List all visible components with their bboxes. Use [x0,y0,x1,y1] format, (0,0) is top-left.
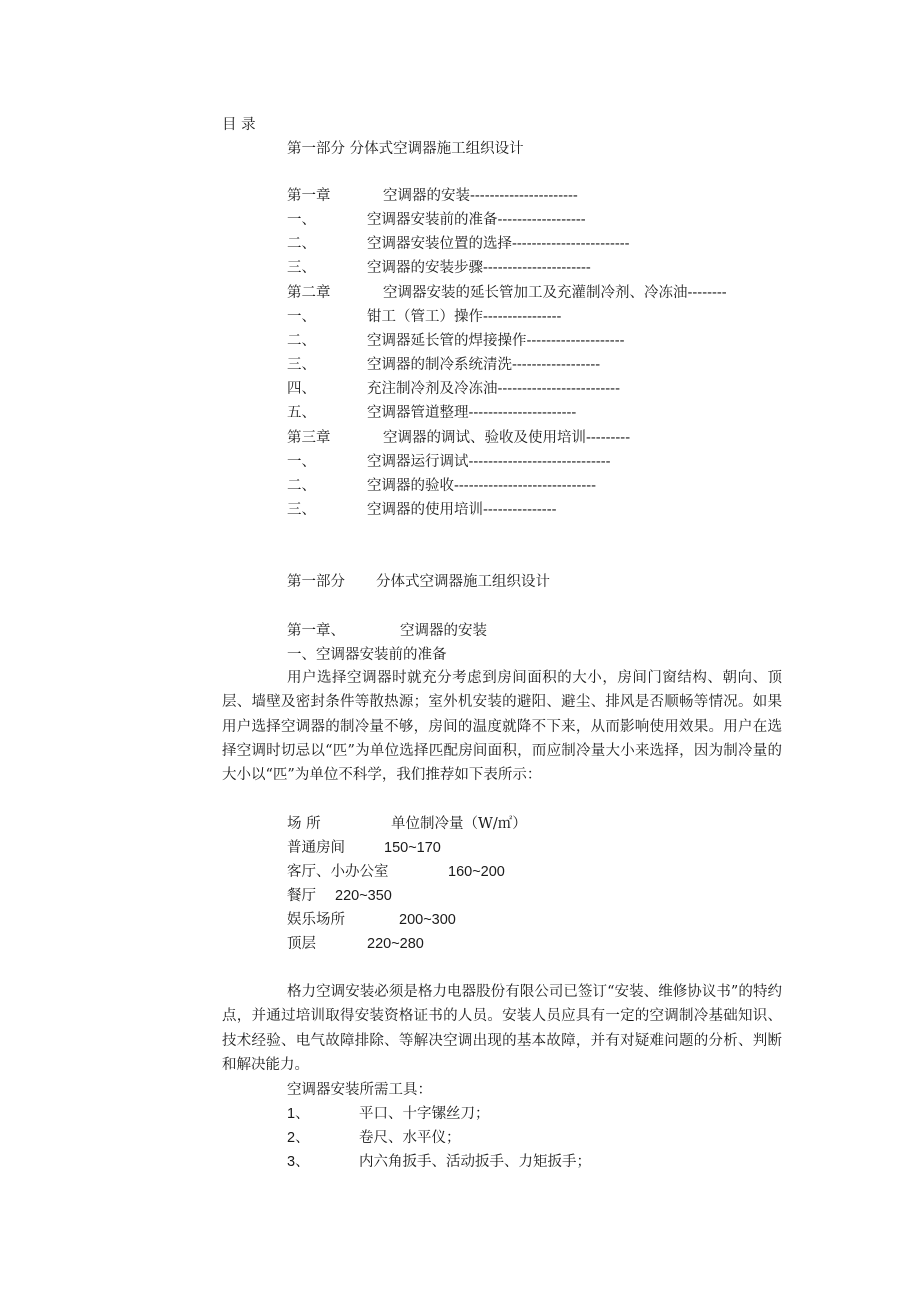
toc-item-num: 三、 [287,502,316,518]
toc-item-num: 三、 [287,260,316,276]
tools-title: 空调器安装所需工具： [287,1082,432,1098]
part-title: 分体式空调器施工组织设计 [376,574,550,590]
tool-text: 平口、十字镙丝刀； [359,1106,490,1122]
table-header-value: 单位制冷量（W/㎡） [391,816,527,832]
toc-item-text: 空调器的安装步骤---------------------- [367,260,591,276]
section-title: 一、空调器安装前的准备 [287,647,447,663]
tool-text: 卷尺、水平仪； [359,1130,461,1146]
toc-item-text: 空调器的制冷系统清洗------------------ [367,357,601,373]
tool-text: 内六角扳手、活动扳手、力矩扳手； [359,1154,591,1170]
installer-paragraph: 格力空调安装必须是格力电器股份有限公司已签订“安装、维修协议书”的特约点，并通过培训取得安装资格证书的人员。安装人员应具有一定的空调制冷基础知识、技术经验、电气故障排除、等解决空调出现的基本故障，并有对疑难问题的分析、判断和解决能力。 [222,984,782,1073]
table-row-value: 160~200 [448,864,505,880]
tool-number: 3、 [287,1154,310,1170]
toc-item-num: 二、 [287,333,316,349]
toc-item-num: 四、 [287,381,316,397]
tool-number: 2、 [287,1130,310,1146]
toc-item-text: 空调器延长管的焊接操作-------------------- [367,333,625,349]
table-row-place: 客厅、小办公室 [287,864,389,880]
intro-paragraph: 用户选择空调器时就充分考虑到房间面积的大小，房间门窗结构、朝向、顶层、墙壁及密封条件等散热源；室外机安装的避阳、避尘、排风是否顺畅等情况。如果用户选择空调器的制冷量不够，房间的温度就降不下来，从而影响使用效果。用户在选择空调时切忌以“匹”为单位选择匹配房间面积，而应制冷量大小来选择，因为制冷量的大小以“匹”为单位不科学，我们推荐如下表所示： [222,670,782,784]
table-row-value: 220~280 [367,936,424,952]
toc-item-num: 五、 [287,405,316,421]
toc-item-num: 第二章 [287,285,331,301]
toc-item-text: 空调器管道整理---------------------- [367,405,577,421]
toc-item-num: 一、 [287,212,316,228]
toc-item-text: 空调器安装的延长管加工及充灌制冷剂、冷冻油-------- [383,285,727,301]
toc-item-num: 一、 [287,309,316,325]
toc-item-num: 二、 [287,236,316,252]
toc-item-text: 空调器的调试、验收及使用培训--------- [383,430,631,446]
toc-title: 目 录 [222,117,256,133]
toc-item-num: 第一章 [287,188,331,204]
toc-item-text: 钳工（管工）操作---------------- [367,309,562,325]
table-row-place: 娱乐场所 [287,912,345,928]
toc-item-num: 三、 [287,357,316,373]
toc-item-num: 第三章 [287,430,331,446]
table-row-place: 普通房间 [287,840,345,856]
toc-item-text: 空调器安装前的准备------------------ [367,212,586,228]
toc-item-text: 空调器的验收----------------------------- [367,478,597,494]
table-header-place: 场 所 [287,816,321,832]
table-row-value: 220~350 [335,888,392,904]
toc-item-num: 一、 [287,454,316,470]
toc-item-text: 空调器的使用培训--------------- [367,502,557,518]
toc-part-heading: 第一部分 分体式空调器施工组织设计 [287,141,524,157]
tool-number: 1、 [287,1106,310,1122]
table-row-value: 150~170 [384,840,441,856]
table-row-place: 顶层 [287,936,316,952]
toc-item-text: 空调器运行调试----------------------------- [367,454,611,470]
table-row-value: 200~300 [399,912,456,928]
chapter-number: 第一章、 [287,623,345,639]
toc-item-text: 空调器的安装---------------------- [383,188,578,204]
chapter-title: 空调器的安装 [400,623,487,639]
table-row-place: 餐厅 [287,888,316,904]
toc-item-text: 充注制冷剂及冷冻油------------------------- [367,381,620,397]
toc-item-num: 二、 [287,478,316,494]
part-number: 第一部分 [287,574,345,590]
toc-item-text: 空调器安装位置的选择------------------------ [367,236,630,252]
